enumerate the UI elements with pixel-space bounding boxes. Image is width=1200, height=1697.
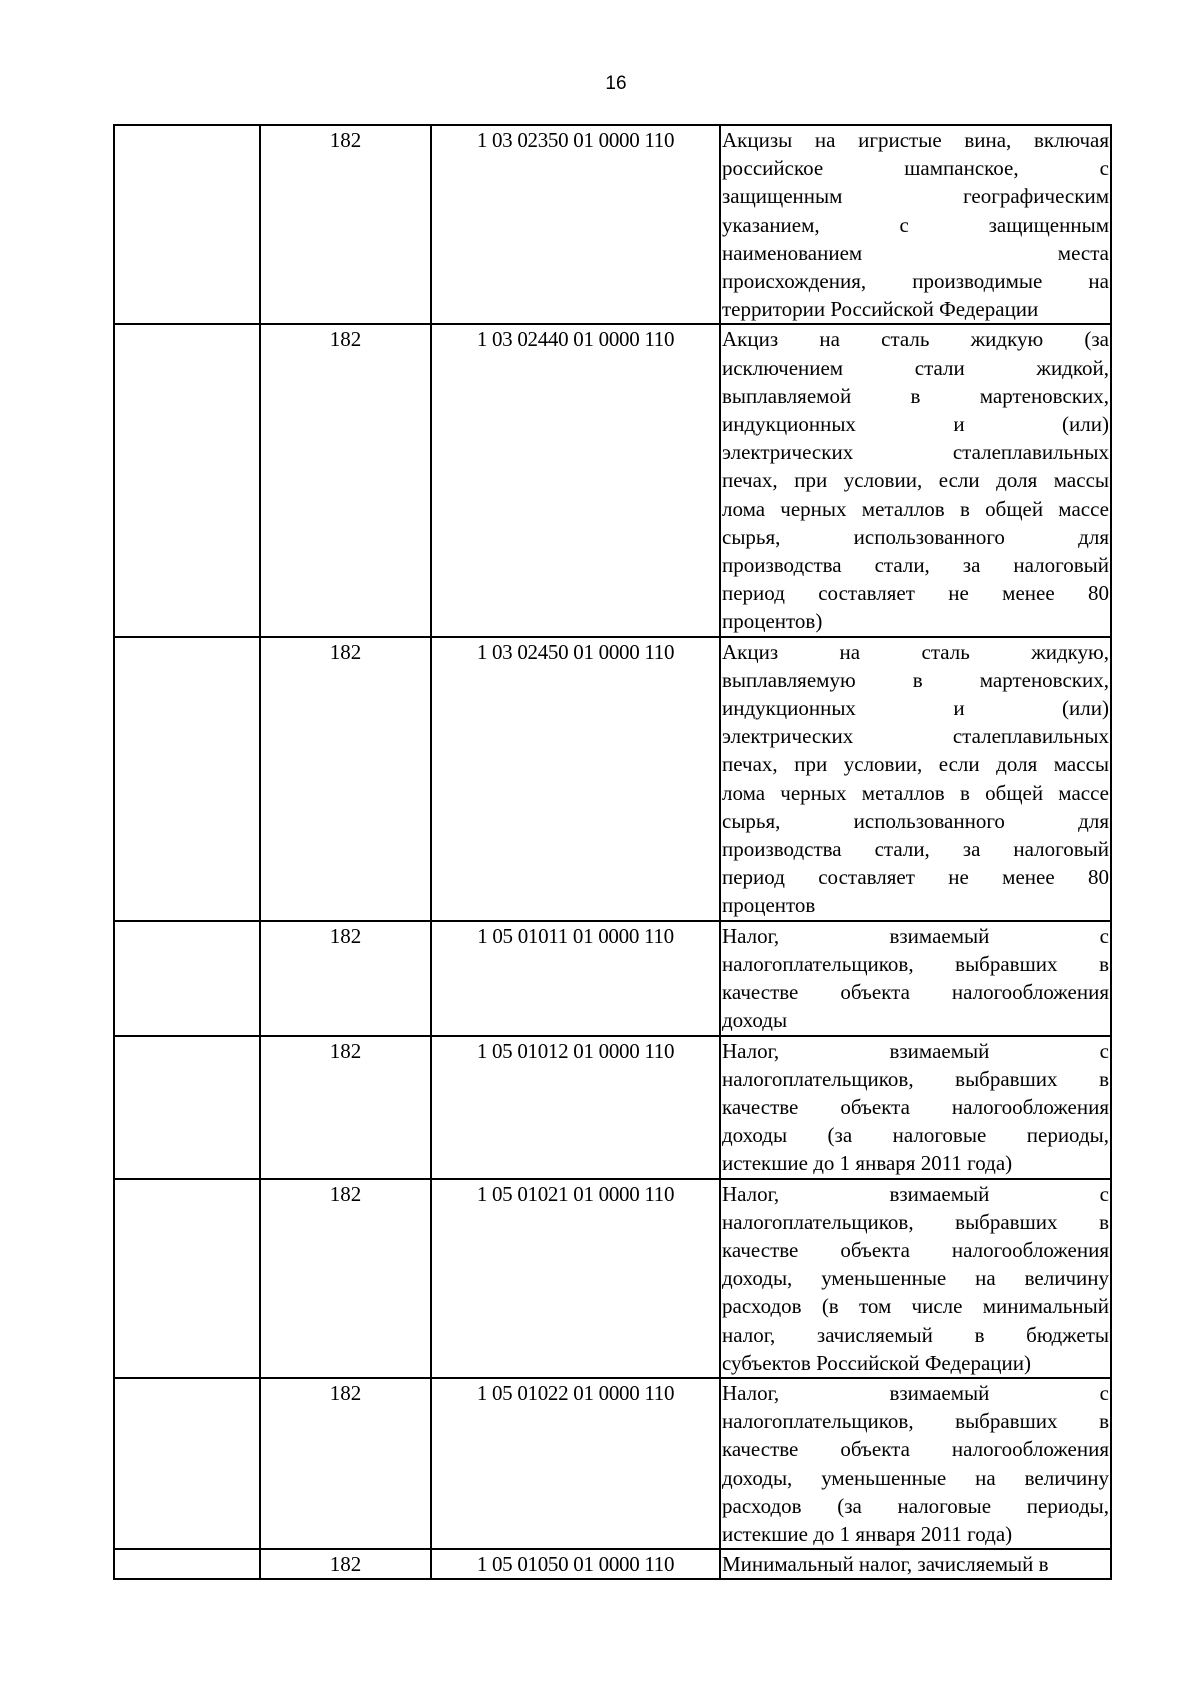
description-cell <box>720 921 1111 1036</box>
empty-cell <box>114 1378 260 1549</box>
budget-code-cell: 1 05 01012 01 0000 110 <box>431 1036 720 1179</box>
description-line: налогоплательщиков, выбравших в <box>722 1409 1109 1434</box>
empty-cell <box>114 1036 260 1179</box>
admin-code-cell: 182 <box>260 1549 431 1579</box>
empty-cell <box>114 125 260 324</box>
description-line: доходы, уменьшенные на величину <box>722 1266 1109 1291</box>
description-line: налог, зачисляемый в бюджеты <box>722 1322 1109 1347</box>
description-line: доходы (за налоговые периоды, <box>722 1123 1109 1148</box>
description-line: качестве объекта налогообложения <box>722 1094 1109 1119</box>
description-line: доходы <box>722 1008 788 1033</box>
description-line: индукционных и (или) <box>722 696 1109 721</box>
description-line: налогоплательщиков, выбравших в <box>722 1066 1109 1091</box>
description-line: российское шампанское, с <box>722 156 1109 181</box>
budget-code-cell: 1 05 01022 01 0000 110 <box>431 1378 720 1549</box>
table-body <box>114 125 1111 1579</box>
admin-code-cell: 182 <box>260 125 431 324</box>
budget-code-cell: 1 05 01011 01 0000 110 <box>431 921 720 1036</box>
budget-code-cell: 1 03 02450 01 0000 110 <box>431 637 720 921</box>
description-line: Налог, взимаемый с <box>722 1380 1109 1405</box>
description-line: качестве объекта налогообложения <box>722 1437 1109 1462</box>
empty-cell <box>114 324 260 636</box>
description-line: процентов) <box>722 609 823 634</box>
description-line: сырья, использованного для <box>722 808 1109 833</box>
description-line: налогоплательщиков, выбравших в <box>722 951 1109 976</box>
description-line: сырья, использованного для <box>722 524 1109 549</box>
description-line: период составляет не менее 80 <box>722 581 1109 606</box>
table-row <box>114 1036 1111 1179</box>
table-row <box>114 1179 1111 1378</box>
description-line: производства стали, за налоговый <box>722 837 1109 862</box>
description-line: период составляет не менее 80 <box>722 865 1109 890</box>
description-line: выплавляемой в мартеновских, <box>722 383 1109 408</box>
description-line: территории Российской Федерации <box>722 297 1039 322</box>
description-line: Налог, взимаемый с <box>722 1038 1109 1063</box>
description-line: Налог, взимаемый с <box>722 923 1109 948</box>
empty-cell <box>114 921 260 1036</box>
table-row <box>114 1549 1111 1579</box>
description-line: печах, при условии, если доля массы <box>722 752 1109 777</box>
description-line: происхождения, производимые на <box>722 269 1109 294</box>
description-line: Акцизы на игристые вина, включая <box>722 128 1109 152</box>
description-line: истекшие до 1 января 2011 года) <box>722 1521 1013 1546</box>
description-line: истекшие до 1 января 2011 года) <box>722 1151 1013 1176</box>
description-line: Акциз на сталь жидкую (за <box>722 327 1109 352</box>
description-line: лома черных металлов в общей массе <box>722 496 1109 521</box>
description-line: печах, при условии, если доля массы <box>722 468 1109 493</box>
budget-code-cell: 1 03 02440 01 0000 110 <box>431 324 720 636</box>
admin-code-cell: 182 <box>260 637 431 921</box>
description-line: Акциз на сталь жидкую, <box>722 639 1109 664</box>
description-line: указанием, с защищенным <box>722 212 1109 237</box>
description-cell <box>720 1179 1111 1378</box>
description-line: лома черных металлов в общей массе <box>722 780 1109 805</box>
description-line: производства стали, за налоговый <box>722 553 1109 578</box>
description-line: наименованием места <box>722 240 1109 265</box>
description-line: расходов (за налоговые периоды, <box>722 1493 1109 1518</box>
admin-code-cell: 182 <box>260 324 431 636</box>
description-cell <box>720 1378 1111 1549</box>
description-cell <box>720 1549 1111 1579</box>
table-row <box>114 921 1111 1036</box>
description-line: защищенным географическим <box>722 184 1109 209</box>
empty-cell <box>114 1179 260 1378</box>
description-cell <box>720 324 1111 636</box>
budget-code-cell: 1 05 01050 01 0000 110 <box>431 1549 720 1579</box>
admin-code-cell: 182 <box>260 1378 431 1549</box>
description-line: Минимальный налог, зачисляемый в <box>722 1552 1049 1577</box>
description-cell <box>720 125 1111 324</box>
description-line: расходов (в том числе минимальный <box>722 1294 1109 1319</box>
empty-cell <box>114 1549 260 1579</box>
admin-code-cell: 182 <box>260 1036 431 1179</box>
empty-cell <box>114 637 260 921</box>
table-row <box>114 125 1111 324</box>
budget-code-cell: 1 03 02350 01 0000 110 <box>431 125 720 324</box>
admin-code-cell: 182 <box>260 1179 431 1378</box>
description-line: исключением стали жидкой, <box>722 355 1109 380</box>
description-cell <box>720 1036 1111 1179</box>
table-row <box>114 637 1111 921</box>
description-line: электрических сталеплавильных <box>722 440 1109 465</box>
description-line: Налог, взимаемый с <box>722 1181 1109 1206</box>
description-line: доходы, уменьшенные на величину <box>722 1465 1109 1490</box>
table-row <box>114 324 1111 636</box>
description-cell <box>720 637 1111 921</box>
table-row <box>114 1378 1111 1549</box>
description-line: процентов <box>722 893 816 918</box>
description-line: субъектов Российской Федерации) <box>722 1350 1032 1375</box>
description-line: выплавляемую в мартеновских, <box>722 667 1109 692</box>
page-number: 16 <box>605 73 627 94</box>
admin-code-cell: 182 <box>260 921 431 1036</box>
description-line: электрических сталеплавильных <box>722 724 1109 749</box>
revenue-codes-table <box>113 124 1112 1580</box>
budget-code-cell: 1 05 01021 01 0000 110 <box>431 1179 720 1378</box>
description-line: индукционных и (или) <box>722 412 1109 437</box>
description-line: качестве объекта налогообложения <box>722 980 1109 1005</box>
description-line: налогоплательщиков, выбравших в <box>722 1209 1109 1234</box>
description-line: качестве объекта налогообложения <box>722 1237 1109 1262</box>
